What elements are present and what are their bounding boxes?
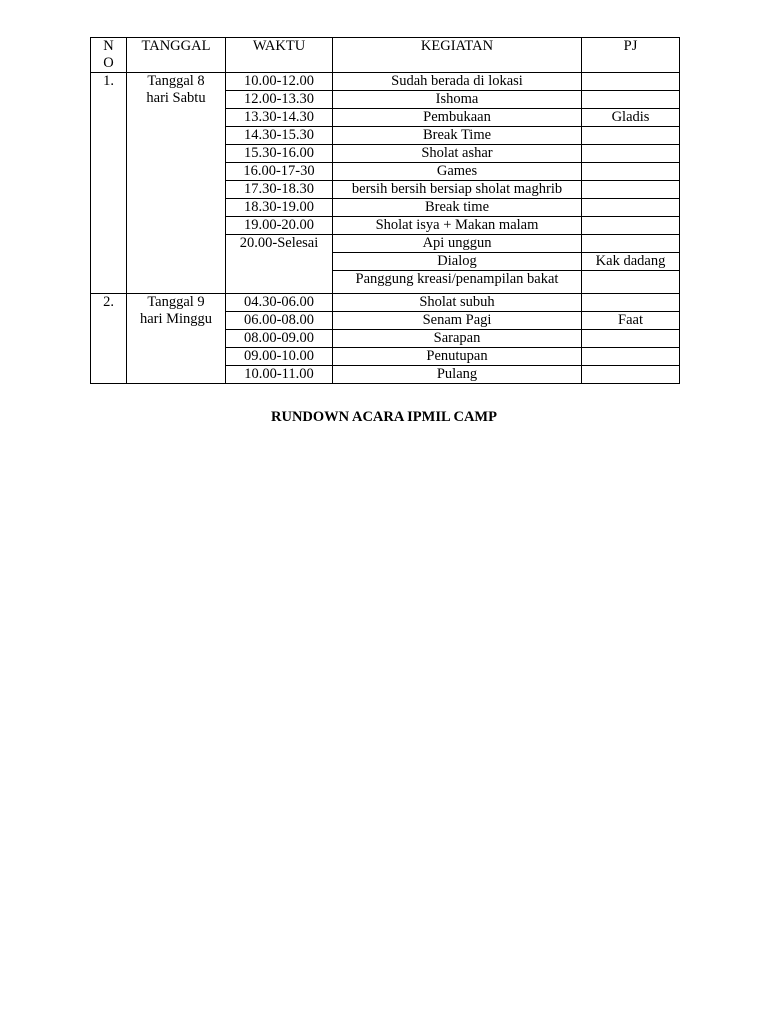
pj-cell [582,91,680,109]
day-line: hari Sabtu [146,90,206,106]
activity-cell: Ishoma [333,91,582,109]
time-cell: 15.30-16.00 [226,145,333,163]
activity-cell: Sholat ashar [333,145,582,163]
activity-cell: Api unggun [333,235,582,253]
day-date [127,294,226,384]
day-number: 2. [91,294,127,384]
rundown-table [90,37,680,384]
table-row [91,73,680,91]
pj-cell [582,348,680,366]
activity-cell: Senam Pagi [333,312,582,330]
time-cell: 06.00-08.00 [226,312,333,330]
day-number: 1. [91,73,127,294]
document-title: RUNDOWN ACARA IPMIL CAMP [271,409,497,425]
time-cell: 10.00-12.00 [226,73,333,91]
activity-cell: bersih bersih bersiap sholat maghrib [333,181,582,199]
activity-cell: Pembukaan [333,109,582,127]
day-date [127,73,226,294]
activity-cell: Sholat subuh [333,294,582,312]
header-tanggal: TANGGAL [127,38,226,73]
date-line: Tanggal 8 [147,73,205,89]
day-line: hari Minggu [139,311,213,327]
date-line: Tanggal 9 [147,294,205,310]
pj-cell [582,217,680,235]
time-cell: 18.30-19.00 [226,199,333,217]
activity-cell: Break Time [333,127,582,145]
time-cell: 16.00-17-30 [226,163,333,181]
pj-cell: Gladis [582,109,680,127]
time-cell: 17.30-18.30 [226,181,333,199]
activity-cell: Sarapan [333,330,582,348]
pj-cell [582,127,680,145]
pj-cell [582,235,680,253]
time-cell: 12.00-13.30 [226,91,333,109]
time-cell: 04.30-06.00 [226,294,333,312]
header-pj: PJ [582,38,680,73]
pj-cell [582,145,680,163]
pj-cell: Faat [582,312,680,330]
header-kegiatan: KEGIATAN [333,38,582,73]
pj-cell [582,73,680,91]
pj-cell [582,294,680,312]
table-header-row [91,38,680,73]
pj-cell: Kak dadang [582,253,680,271]
pj-cell [582,366,680,384]
activity-cell: Panggung kreasi/penampilan bakat [333,271,582,294]
pj-cell [582,163,680,181]
table-row [91,294,680,312]
time-cell: 19.00-20.00 [226,217,333,235]
pj-cell [582,271,680,294]
activity-cell: Dialog [333,253,582,271]
activity-cell: Break time [333,199,582,217]
activity-cell: Sholat isya + Makan malam [333,217,582,235]
activity-cell: Penutupan [333,348,582,366]
activity-cell: Sudah berada di lokasi [333,73,582,91]
activity-cell: Games [333,163,582,181]
pj-cell [582,181,680,199]
pj-cell [582,330,680,348]
time-cell: 09.00-10.00 [226,348,333,366]
time-cell: 08.00-09.00 [226,330,333,348]
time-cell: 13.30-14.30 [226,109,333,127]
activity-cell: Pulang [333,366,582,384]
header-waktu: WAKTU [226,38,333,73]
time-cell: 10.00-11.00 [226,366,333,384]
header-no: NO [91,38,127,73]
time-cell: 14.30-15.30 [226,127,333,145]
time-cell: 20.00-Selesai [226,235,333,294]
pj-cell [582,199,680,217]
